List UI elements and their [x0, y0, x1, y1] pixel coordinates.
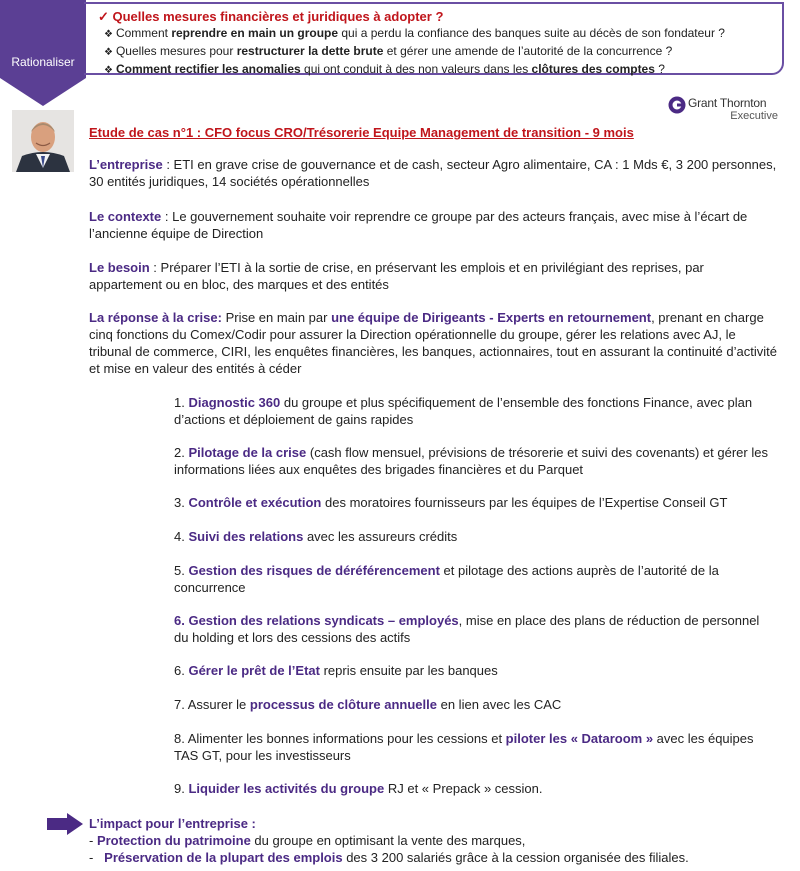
step-number: 5.: [174, 563, 189, 578]
question-text: Comment: [115, 26, 172, 40]
paragraph-text: Prise en main par: [221, 310, 332, 325]
step-keyword: Liquider les activités du groupe: [188, 781, 385, 796]
impact-keyword: Protection du patrimoine: [96, 833, 251, 848]
step-text: des moratoires fournisseurs par les équipes de l’Expertise Conseil GT: [321, 495, 728, 510]
step-number: 1.: [174, 395, 189, 410]
step-number: 6.: [174, 663, 189, 678]
question-text: ?: [654, 62, 665, 76]
step-item: [174, 696, 774, 713]
impact-text: des 3 200 salariés grâce à la cession organisée des filiales.: [342, 850, 689, 865]
paragraph-text: : ETI en grave crise de gouvernance et de cash, secteur Agro alimentaire, CA : 1 Mds €, 3 200 personnes, 30 entités juridiques, 14 sociétés opérationnelles: [89, 157, 777, 189]
diamond-bullet-icon: ❖: [104, 47, 113, 58]
paragraph-text: : Préparer l’ETI à la sortie de crise, en préservant les emplois et en privilégiant des reprises, par appartement ou en bloc, des marques et des entités: [89, 260, 704, 292]
paragraph-besoin: [89, 259, 779, 293]
step-number: 8. Alimenter les bonnes informations pour les cessions et: [174, 731, 506, 746]
grant-thornton-logo: [668, 96, 782, 126]
step-item: [174, 394, 774, 428]
step-number: 3.: [174, 495, 189, 510]
rationaliser-chevron: [0, 0, 86, 106]
impact-text: du groupe en optimisant la vente des marques,: [250, 833, 526, 848]
step-keyword: Pilotage de la crise: [188, 445, 307, 460]
question-text: Quelles mesures pour: [115, 44, 237, 58]
step-item: [174, 562, 774, 596]
step-text: (cash flow mensuel, prévisions de trésorerie et suivi des covenants) et gérer les informations liées aux enquêtes des brigades financières et du Parquet: [174, 445, 768, 477]
step-keyword: 6. Gestion des relations syndicats – employés: [174, 613, 459, 628]
paragraph-label: Le contexte: [89, 209, 162, 224]
step-text: RJ et « Prepack » cession.: [384, 781, 543, 796]
arrow-right-icon: [47, 813, 83, 835]
step-keyword: processus de clôture annuelle: [249, 697, 437, 712]
step-keyword: Gestion des risques de déréférencement: [188, 563, 440, 578]
avatar: [12, 110, 74, 172]
step-item: [174, 494, 774, 511]
impact-dash: -: [89, 833, 97, 848]
question-bold: clôtures des comptes: [531, 62, 655, 76]
step-number: 4.: [174, 529, 189, 544]
question-bold: Comment rectifier les anomalies: [115, 62, 301, 76]
step-text: , mise en place des plans de réduction de personnel du holding et lors des cessions des actifs: [174, 613, 760, 645]
paragraph-label: Le besoin: [89, 260, 150, 275]
impact-keyword: Préservation de la plupart des emplois: [104, 850, 343, 865]
step-text: en lien avec les CAC: [437, 697, 562, 712]
paragraph-entreprise: [89, 156, 779, 190]
rationaliser-label: Rationaliser: [11, 55, 75, 69]
step-keyword: Suivi des relations: [188, 529, 304, 544]
question-text: qui ont conduit à des non valeurs dans les: [300, 62, 532, 76]
step-item: [174, 662, 774, 679]
step-item: [174, 612, 774, 646]
question-item: [98, 25, 782, 43]
step-keyword: Gérer le prêt de l’Etat: [188, 663, 320, 678]
impact-dash: -: [89, 850, 105, 865]
step-item: [174, 780, 774, 797]
grant-thornton-mark-icon: [668, 96, 686, 114]
step-text: du groupe et plus spécifiquement de l’ensemble des fonctions Finance, avec plan d’actions et déploiement de gains rapides: [174, 395, 753, 427]
case-study-title: Etude de cas n°1 : CFO focus CRO/Trésorerie Equipe Management de transition - 9 mois: [89, 125, 634, 140]
step-item: [174, 444, 774, 478]
questions-title: ✓ Quelles mesures financières et juridiques à adopter ?: [98, 9, 444, 24]
logo-name: Grant Thornton: [688, 96, 767, 110]
question-item: [98, 43, 782, 61]
impact-item: [89, 832, 525, 849]
step-text: avec les équipes TAS GT, pour les investisseurs: [174, 731, 754, 763]
diamond-bullet-icon: ❖: [104, 29, 113, 40]
step-text: et pilotage des actions auprès de l’autorité de la concurrence: [174, 563, 719, 595]
step-text: repris ensuite par les banques: [319, 663, 498, 678]
question-text: et gérer une amende de l’autorité de la concurrence ?: [383, 44, 673, 58]
paragraph-text: : Le gouvernement souhaite voir reprendre ce groupe par des acteurs français, avec mise à l’écart de l’ancienne équipe de Direction: [89, 209, 748, 241]
step-text: avec les assureurs crédits: [303, 529, 458, 544]
paragraph-reponse: [89, 309, 779, 377]
logo-subtitle: Executive: [730, 110, 778, 122]
step-item: [174, 730, 774, 764]
paragraph-highlight: une équipe de Dirigeants - Experts en retournement: [331, 310, 652, 325]
step-number: 2.: [174, 445, 189, 460]
questions-box: [84, 2, 784, 75]
paragraph-label: L’entreprise: [89, 157, 163, 172]
paragraph-label: La réponse à la crise:: [89, 310, 222, 325]
impact-item: [89, 849, 689, 866]
diamond-bullet-icon: ❖: [104, 65, 113, 76]
question-text: qui a perdu la confiance des banques suite au décès de son fondateur ?: [338, 26, 725, 40]
step-item: [174, 528, 774, 545]
impact-title: L’impact pour l’entreprise :: [89, 816, 256, 831]
question-item: [98, 61, 782, 79]
step-keyword: Contrôle et exécution: [188, 495, 322, 510]
question-bold: restructurer la dette brute: [236, 44, 384, 58]
step-keyword: piloter les « Dataroom »: [505, 731, 654, 746]
step-number: 7. Assurer le: [174, 697, 250, 712]
paragraph-text: , prenant en charge cinq fonctions du Comex/Codir pour assurer la Direction opérationnelle du groupe, gérer les relations avec AJ, le tribunal de commerce, CIRI, les enquêtes financières, les banques, actionnaires, tout en assurant la continuité d’activité et mise en valeur des entités à céder: [89, 310, 777, 376]
paragraph-contexte: [89, 208, 779, 242]
step-keyword: Diagnostic 360: [188, 395, 281, 410]
question-bold: reprendre en main un groupe: [171, 26, 339, 40]
step-number: 9.: [174, 781, 189, 796]
